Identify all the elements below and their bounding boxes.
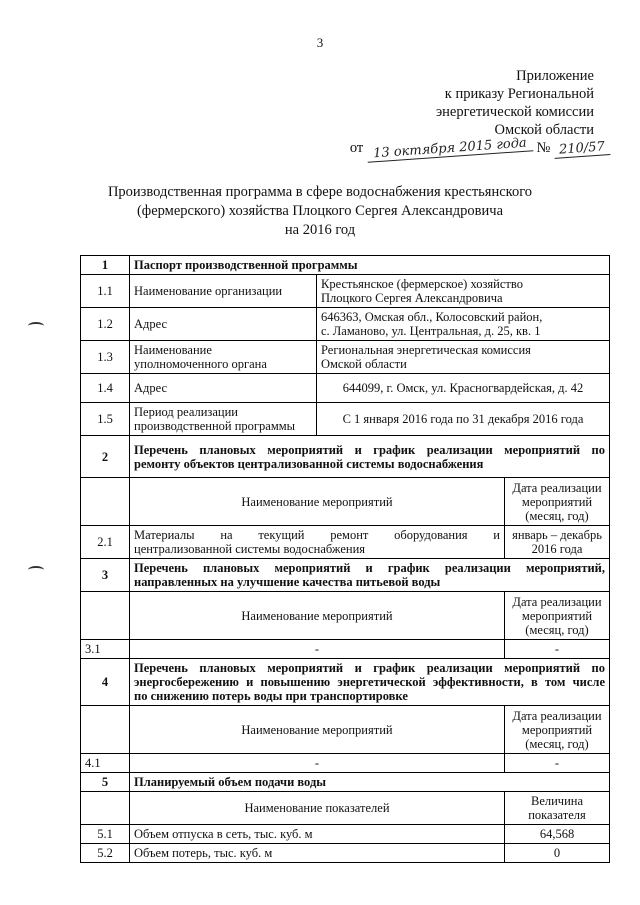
header-line: (месяц, год) xyxy=(525,736,589,751)
row-label: Адрес xyxy=(130,308,317,341)
row-number: 5.2 xyxy=(81,844,130,863)
column-header-name: Наименование мероприятий xyxy=(130,706,505,754)
row-number: 1.2 xyxy=(81,308,130,341)
label-line: Период реализации xyxy=(134,405,238,419)
name-line: централизованной системы водоснабжения xyxy=(134,542,366,556)
table-row xyxy=(81,526,610,559)
row-label xyxy=(130,341,317,374)
label-line: уполномоченного органа xyxy=(134,357,267,371)
appendix-block xyxy=(436,67,594,139)
row-name xyxy=(130,526,505,559)
from-label: от xyxy=(349,140,364,156)
label-line: производственной программы xyxy=(134,419,296,433)
value-line: с. Ламаново, ул. Центральная, д. 25, кв. 1 xyxy=(321,324,541,338)
title-line: (фермерского) хозяйства Плоцкого Сергея Александровича xyxy=(136,203,504,219)
row-label: Наименование организации xyxy=(130,275,317,308)
header-line: Дата реализации xyxy=(512,708,602,723)
section-number: 3 xyxy=(81,559,130,592)
row-value xyxy=(317,275,610,308)
column-header-value xyxy=(505,792,610,825)
row-label: Адрес xyxy=(130,374,317,403)
row-value: С 1 января 2016 года по 31 декабря 2016 года xyxy=(317,403,610,436)
row-number: 3.1 xyxy=(81,640,130,659)
name-line: Материалы на текущий ремонт оборудования и xyxy=(134,528,500,542)
value-line: Региональная энергетическая комиссия xyxy=(321,343,531,357)
margin-hole-mark xyxy=(28,322,44,330)
header-line: (месяц, год) xyxy=(525,622,589,637)
appendix-line: к приказу Региональной xyxy=(444,86,594,102)
title-line: Производственная программа в сфере водоснабжения крестьянского xyxy=(107,184,533,200)
number-label: № xyxy=(536,140,551,156)
header-line: Дата реализации xyxy=(512,480,602,495)
row-label xyxy=(130,403,317,436)
row-value: 64,568 xyxy=(505,825,610,844)
section-number: 1 xyxy=(81,256,130,275)
section-title xyxy=(130,559,610,592)
title-line: по снижению потерь воды при транспортировке xyxy=(134,689,408,703)
table-row xyxy=(81,341,610,374)
value-line: Крестьянское (фермерское) хозяйство xyxy=(321,277,523,291)
row-date xyxy=(505,526,610,559)
section-number: 4 xyxy=(81,659,130,706)
production-program-table xyxy=(80,255,610,863)
table-row xyxy=(81,275,610,308)
header-line: Дата реализации xyxy=(512,594,602,609)
row-number: 2.1 xyxy=(81,526,130,559)
title-line: на 2016 год xyxy=(284,222,356,238)
column-header-name: Наименование мероприятий xyxy=(130,592,505,640)
title-line: Перечень плановых мероприятий и график реализации мероприятий, xyxy=(134,561,605,575)
table-row xyxy=(81,403,610,436)
column-header-date xyxy=(505,706,610,754)
row-number: 1.5 xyxy=(81,403,130,436)
table-row xyxy=(81,374,610,403)
column-header-date xyxy=(505,592,610,640)
empty-cell xyxy=(81,792,130,825)
row-date: - xyxy=(505,640,610,659)
margin-hole-mark xyxy=(28,566,44,574)
handwritten-date: 13 октября 2015 года xyxy=(367,135,534,163)
value-line: 646363, Омская обл., Колосовский район, xyxy=(321,310,543,324)
row-value: 644099, г. Омск, ул. Красногвардейская, д. 42 xyxy=(317,374,610,403)
title-line: Перечень плановых мероприятий и график реализации мероприятий по xyxy=(134,442,605,457)
table-row xyxy=(81,754,610,773)
value-line: Омской области xyxy=(321,357,407,371)
row-number: 1.3 xyxy=(81,341,130,374)
column-header-name: Наименование показателей xyxy=(130,792,505,825)
row-name: Объем потерь, тыс. куб. м xyxy=(130,844,505,863)
table-row xyxy=(81,640,610,659)
empty-cell xyxy=(81,478,130,526)
section-title: Паспорт производственной программы xyxy=(130,256,610,275)
section-title xyxy=(130,659,610,706)
title-line: направленных на улучшение качества питьевой воды xyxy=(134,575,441,589)
row-number: 5.1 xyxy=(81,825,130,844)
appendix-line: Приложение xyxy=(516,68,594,84)
date-line: январь – декабрь xyxy=(512,528,602,542)
row-number: 4.1 xyxy=(81,754,130,773)
section-header-row xyxy=(81,436,610,478)
section-number: 2 xyxy=(81,436,130,478)
row-number: 1.4 xyxy=(81,374,130,403)
row-date: - xyxy=(505,754,610,773)
row-value xyxy=(317,308,610,341)
appendix-line: энергетической комиссии xyxy=(435,104,594,120)
section-header-row xyxy=(81,773,610,792)
section-header-row xyxy=(81,659,610,706)
row-value xyxy=(317,341,610,374)
column-header-row xyxy=(81,592,610,640)
empty-cell xyxy=(81,706,130,754)
title-line: энергосбережению и повышению энергетической эффективности, в том числе xyxy=(134,675,605,689)
row-name: - xyxy=(130,754,505,773)
handwritten-number: 210/57 xyxy=(554,139,611,159)
label-line: Наименование xyxy=(134,343,212,357)
header-line: мероприятий xyxy=(521,722,593,737)
section-title: Планируемый объем подачи воды xyxy=(130,773,610,792)
row-name: Объем отпуска в сеть, тыс. куб. м xyxy=(130,825,505,844)
section-header-row xyxy=(81,256,610,275)
document-title xyxy=(0,183,640,240)
column-header-row xyxy=(81,706,610,754)
header-line: показателя xyxy=(528,808,586,822)
row-number: 1.1 xyxy=(81,275,130,308)
order-date-line xyxy=(349,135,610,162)
section-header-row xyxy=(81,559,610,592)
title-line: ремонту объектов централизованной системы водоснабжения xyxy=(134,456,484,471)
header-line: мероприятий xyxy=(521,608,593,623)
column-header-name: Наименование мероприятий xyxy=(130,478,505,526)
column-header-date xyxy=(505,478,610,526)
section-title xyxy=(130,436,610,478)
table-row xyxy=(81,844,610,863)
title-line: Перечень плановых мероприятий и график реализации мероприятий по xyxy=(134,661,605,675)
table-row xyxy=(81,308,610,341)
table-row xyxy=(81,825,610,844)
appendix-line: Омской области xyxy=(494,122,594,138)
header-line: (месяц, год) xyxy=(525,508,589,523)
section-number: 5 xyxy=(81,773,130,792)
row-value: 0 xyxy=(505,844,610,863)
value-line: Плоцкого Сергея Александровича xyxy=(321,291,503,305)
page-number: 3 xyxy=(316,35,324,50)
header-line: Величина xyxy=(530,794,584,808)
column-header-row xyxy=(81,478,610,526)
column-header-row xyxy=(81,792,610,825)
header-line: мероприятий xyxy=(521,494,593,509)
empty-cell xyxy=(81,592,130,640)
row-name: - xyxy=(130,640,505,659)
date-line: 2016 года xyxy=(531,542,583,556)
